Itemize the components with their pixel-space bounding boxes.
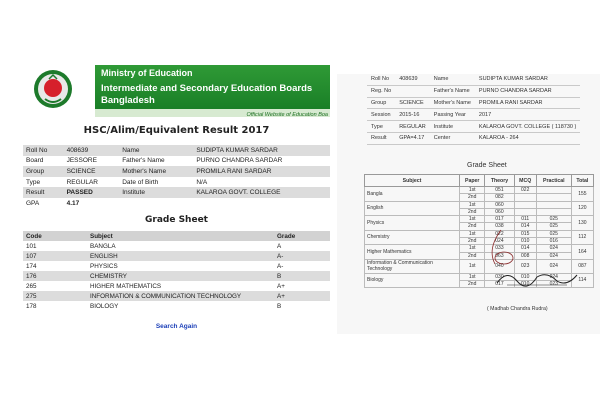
subject-cell: CHEMISTRY bbox=[87, 271, 274, 281]
theory-cell: 024 bbox=[485, 238, 514, 245]
info-label: Type bbox=[23, 177, 64, 188]
info-value: KALAROA - 264 bbox=[475, 132, 580, 144]
info-value: PASSED bbox=[64, 187, 120, 198]
theory-cell: 051 bbox=[485, 187, 514, 194]
table-row bbox=[365, 201, 594, 208]
result-title: HSC/Alim/Equivalent Result 2017 bbox=[83, 125, 270, 136]
code-cell: 174 bbox=[23, 261, 87, 271]
total-cell: 164 bbox=[571, 245, 593, 260]
table-row bbox=[23, 261, 330, 271]
mcq-cell bbox=[514, 208, 536, 215]
col-header: Subject bbox=[365, 175, 460, 187]
info-label: GPA bbox=[23, 198, 64, 209]
marksheet-info-row bbox=[367, 121, 580, 133]
info-row bbox=[23, 145, 330, 156]
info-label: Name bbox=[430, 74, 475, 85]
table-row bbox=[23, 241, 330, 251]
web-result-panel bbox=[23, 63, 330, 335]
total-cell: 155 bbox=[571, 187, 593, 202]
subject-cell: English bbox=[365, 201, 460, 216]
mcq-cell: 022 bbox=[514, 187, 536, 194]
table-row bbox=[23, 251, 330, 261]
grade-table-header bbox=[23, 231, 330, 241]
info-value: SUDIPTA KUMAR SARDAR bbox=[475, 74, 580, 85]
official-website-text: Official Website of Education Boa bbox=[246, 112, 328, 118]
table-row bbox=[23, 271, 330, 281]
paper-cell: 2nd bbox=[460, 223, 485, 230]
info-label: Session bbox=[367, 109, 395, 121]
theory-cell: 017 bbox=[485, 216, 514, 223]
practical-cell bbox=[536, 208, 571, 215]
subject-cell: Biology bbox=[365, 273, 460, 288]
marksheet-info-row bbox=[367, 109, 580, 121]
subject-cell: Information & Communication Technology bbox=[365, 259, 460, 273]
mcq-cell: 015 bbox=[514, 230, 536, 237]
paper-cell: 2nd bbox=[460, 280, 485, 287]
signature-icon bbox=[487, 267, 587, 289]
info-value: PURNO CHANDRA SARDAR bbox=[475, 85, 580, 97]
mcq-cell bbox=[514, 194, 536, 201]
col-header: MCQ bbox=[514, 175, 536, 187]
code-cell: 178 bbox=[23, 301, 87, 311]
subject-cell: BANGLA bbox=[87, 241, 274, 251]
code-cell: 275 bbox=[23, 291, 87, 301]
table-row bbox=[365, 230, 594, 237]
grade-cell: B bbox=[274, 301, 330, 311]
paper-cell: 2nd bbox=[460, 252, 485, 259]
grade-cell: A- bbox=[274, 251, 330, 261]
col-header: Subject bbox=[87, 231, 274, 241]
info-label: Father's Name bbox=[430, 85, 475, 97]
practical-cell: 024 bbox=[536, 245, 571, 252]
info-value: PROMILA RANI SARDAR bbox=[193, 166, 330, 177]
total-cell: 087 bbox=[571, 259, 593, 273]
info-value: SCIENCE bbox=[64, 166, 120, 177]
grade-cell: A- bbox=[274, 261, 330, 271]
info-value: KALAROA GOVT. COLLEGE ( 118730 ) bbox=[475, 121, 580, 133]
subject-cell: Higher Mathematics bbox=[365, 245, 460, 260]
info-value: JESSORE bbox=[64, 156, 120, 167]
banner-green-box bbox=[95, 65, 330, 117]
col-header: Code bbox=[23, 231, 87, 241]
subject-cell: ENGLISH bbox=[87, 251, 274, 261]
grade-cell: A bbox=[274, 241, 330, 251]
info-value: REGULAR bbox=[64, 177, 120, 188]
practical-cell: 024 bbox=[536, 252, 571, 259]
code-cell: 265 bbox=[23, 281, 87, 291]
col-header: Theory bbox=[485, 175, 514, 187]
info-row bbox=[23, 156, 330, 167]
subject-cell: INFORMATION & COMMUNICATION TECHNOLOGY bbox=[87, 291, 274, 301]
paper-cell: 1st bbox=[460, 273, 485, 280]
total-cell: 114 bbox=[571, 273, 593, 288]
paper-cell: 2nd bbox=[460, 194, 485, 201]
practical-cell bbox=[536, 201, 571, 208]
info-value bbox=[395, 85, 430, 97]
practical-cell bbox=[536, 187, 571, 194]
info-label: Roll No bbox=[367, 74, 395, 85]
info-value: 408639 bbox=[64, 145, 120, 156]
paper-cell: 1st bbox=[460, 201, 485, 208]
info-label: Group bbox=[367, 97, 395, 109]
info-label: Result bbox=[23, 187, 64, 198]
table-row bbox=[365, 216, 594, 223]
marksheet-info-table bbox=[367, 74, 580, 145]
marksheet-header-row bbox=[365, 175, 594, 187]
info-label: Passing Year bbox=[430, 109, 475, 121]
mcq-cell bbox=[514, 201, 536, 208]
code-cell: 107 bbox=[23, 251, 87, 261]
info-value: GPA=4.17 bbox=[395, 132, 430, 144]
table-row bbox=[23, 291, 330, 301]
info-value: SCIENCE bbox=[395, 97, 430, 109]
gpa-value: 4.17 bbox=[64, 198, 120, 209]
total-cell: 130 bbox=[571, 216, 593, 231]
theory-cell: 060 bbox=[485, 208, 514, 215]
signer-name: ( Madhab Chandra Rudra) bbox=[487, 306, 548, 312]
subject-cell: HIGHER MATHEMATICS bbox=[87, 281, 274, 291]
grade-cell: B bbox=[274, 271, 330, 281]
mcq-cell: 023 bbox=[514, 259, 536, 273]
info-row bbox=[23, 198, 330, 209]
table-row bbox=[23, 281, 330, 291]
subject-cell: PHYSICS bbox=[87, 261, 274, 271]
mcq-cell: 008 bbox=[514, 252, 536, 259]
theory-cell: 038 bbox=[485, 223, 514, 230]
theory-cell: 063 bbox=[485, 252, 514, 259]
theory-cell: 082 bbox=[485, 194, 514, 201]
total-cell: 120 bbox=[571, 201, 593, 216]
paper-cell: 1st bbox=[460, 245, 485, 252]
theory-cell: 017 bbox=[485, 280, 514, 287]
code-cell: 101 bbox=[23, 241, 87, 251]
code-cell: 176 bbox=[23, 271, 87, 281]
info-value: SUDIPTA KUMAR SARDAR bbox=[193, 145, 330, 156]
total-cell: 112 bbox=[571, 230, 593, 245]
info-value: KALAROA GOVT. COLLEGE bbox=[193, 187, 330, 198]
paper-cell: 1st bbox=[460, 230, 485, 237]
practical-cell: 023 bbox=[536, 280, 571, 287]
col-header: Paper bbox=[460, 175, 485, 187]
info-label: Roll No bbox=[23, 145, 64, 156]
grade-cell: A+ bbox=[274, 281, 330, 291]
practical-cell: 016 bbox=[536, 238, 571, 245]
info-row bbox=[23, 166, 330, 177]
col-header: Total bbox=[571, 175, 593, 187]
subject-cell: Bangla bbox=[365, 187, 460, 202]
paper-cell: 1st bbox=[460, 259, 485, 273]
table-row bbox=[23, 301, 330, 311]
official-bar bbox=[95, 109, 330, 117]
practical-cell: 025 bbox=[536, 216, 571, 223]
info-value: PURNO CHANDRA SARDAR bbox=[193, 156, 330, 167]
mcq-cell: 010 bbox=[514, 238, 536, 245]
mcq-cell: 010 bbox=[514, 280, 536, 287]
government-seal-icon bbox=[33, 69, 73, 109]
theory-cell: 060 bbox=[485, 201, 514, 208]
marksheet-info-row bbox=[367, 132, 580, 144]
info-label: Father's Name bbox=[119, 156, 193, 167]
info-label: Result bbox=[367, 132, 395, 144]
info-label: Reg. No bbox=[367, 85, 395, 97]
practical-cell: 024 bbox=[536, 259, 571, 273]
info-label: Mother's Name bbox=[119, 166, 193, 177]
practical-cell: 025 bbox=[536, 223, 571, 230]
info-label: Mother's Name bbox=[430, 97, 475, 109]
subject-cell: BIOLOGY bbox=[87, 301, 274, 311]
info-value: 408639 bbox=[395, 74, 430, 85]
info-value: PROMILA RANI SARDAR bbox=[475, 97, 580, 109]
subject-cell: Chemistry bbox=[365, 230, 460, 245]
info-label: Board bbox=[23, 156, 64, 167]
mcq-cell: 010 bbox=[514, 273, 536, 280]
theory-cell: 040 bbox=[485, 259, 514, 273]
practical-cell: 025 bbox=[536, 230, 571, 237]
marksheet-info-row bbox=[367, 74, 580, 85]
table-row bbox=[365, 187, 594, 194]
theory-cell: 033 bbox=[485, 245, 514, 252]
info-label: Center bbox=[430, 132, 475, 144]
site-banner bbox=[23, 63, 330, 121]
info-row bbox=[23, 177, 330, 188]
search-again-link[interactable]: Search Again bbox=[155, 323, 198, 330]
info-value: N/A bbox=[193, 177, 330, 188]
info-label: Type bbox=[367, 121, 395, 133]
marksheet-info-row bbox=[367, 97, 580, 109]
col-header: Practical bbox=[536, 175, 571, 187]
info-value: REGULAR bbox=[395, 121, 430, 133]
paper-cell: 2nd bbox=[460, 238, 485, 245]
mcq-cell: 014 bbox=[514, 245, 536, 252]
table-row bbox=[365, 245, 594, 252]
mcq-cell: 014 bbox=[514, 223, 536, 230]
info-label: Name bbox=[119, 145, 193, 156]
board-title: Intermediate and Secondary Education Boards Bangladesh bbox=[101, 83, 313, 106]
subject-cell: Physics bbox=[365, 216, 460, 231]
marksheet-info-row bbox=[367, 85, 580, 97]
info-value: 2015-16 bbox=[395, 109, 430, 121]
mcq-cell: 011 bbox=[514, 216, 536, 223]
grade-cell: A+ bbox=[274, 291, 330, 301]
grade-table bbox=[23, 231, 330, 311]
practical-cell bbox=[536, 194, 571, 201]
theory-cell: 022 bbox=[485, 230, 514, 237]
practical-cell: 024 bbox=[536, 273, 571, 280]
info-label: Date of Birth bbox=[119, 177, 193, 188]
paper-cell: 2nd bbox=[460, 208, 485, 215]
grade-sheet-title: Grade Sheet bbox=[145, 215, 208, 225]
info-label: Group bbox=[23, 166, 64, 177]
info-row bbox=[23, 187, 330, 198]
info-label: Institute bbox=[119, 187, 193, 198]
marksheet-photo bbox=[337, 74, 600, 334]
marksheet-grade-title: Grade Sheet bbox=[467, 162, 507, 169]
col-header: Grade bbox=[274, 231, 330, 241]
ministry-title: Ministry of Education bbox=[101, 68, 193, 78]
info-value: 2017 bbox=[475, 109, 580, 121]
student-info-table bbox=[23, 145, 330, 209]
theory-cell: 030 bbox=[485, 273, 514, 280]
paper-cell: 1st bbox=[460, 187, 485, 194]
info-label: Institute bbox=[430, 121, 475, 133]
paper-cell: 1st bbox=[460, 216, 485, 223]
